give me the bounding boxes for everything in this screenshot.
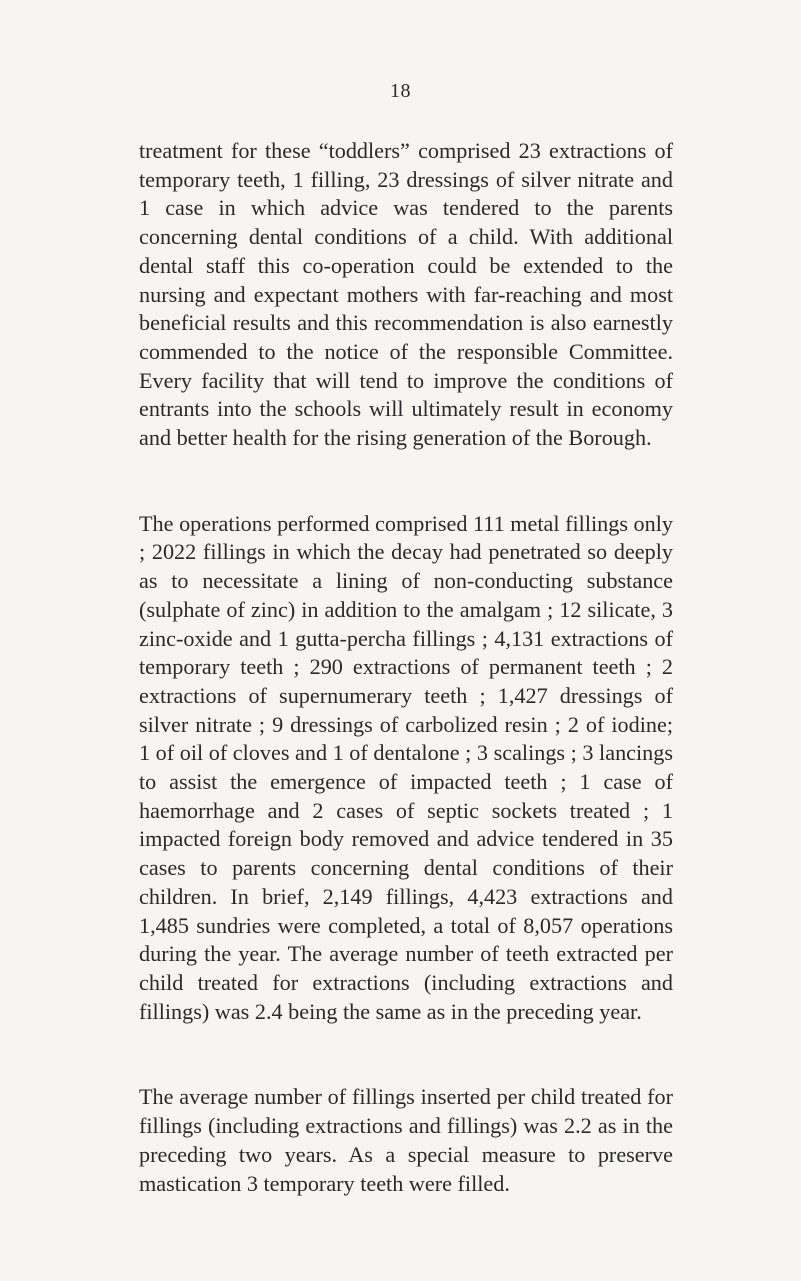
paragraph-toddlers-treatment: treatment for these “toddlers” comprised 23 extractions of temporary teeth, 1 filling, 23 dressings of silver nitrate and 1 case in which advice was tendered to the parents concerning dental conditions of a child. With additional dental staff this co-operation could be extended to the nursing and expectant mothers with far-reaching and most beneficial results and this recommendation is also earnestly commended to the notice of the responsible Committee. Every facility that will tend to improve the conditions of entrants into the schools will ultimately result in economy and better health for the rising generation of the Borough. (139, 138, 673, 451)
body-text (139, 137, 673, 1198)
paragraph-average-fillings: The average number of fillings inserted per child treated for fillings (including extractions and fillings) was 2.2 as in the preceding two years. As a special measure to preserve mastication 3 temporary teeth were filled. (139, 1084, 673, 1196)
paragraph-operations-performed: The operations performed comprised 111 metal fillings only ; 2022 fillings in which the decay had penetrated so deeply as to necessitate a lining of non-conducting substance (sulphate of zinc) in addition to the amalgam ; 12 silicate, 3 zinc-oxide and 1 gutta-percha fillings ; 4,131 extractions of temporary teeth ; 290 extractions of permanent teeth ; 2 extractions of supernumerary teeth ; 1,427 dressings of silver nitrate ; 9 dressings of carbolized resin ; 2 of iodine; 1 of oil of cloves and 1 of dentalone ; 3 scalings ; 3 lancings to assist the emergence of impacted teeth ; 1 case of haemorrhage and 2 cases of septic sockets treated ; 1 impacted foreign body removed and advice tendered in 35 cases to parents concerning dental conditions of their children. In brief, 2,149 fillings, 4,423 extractions and 1,485 sundries were completed, a total of 8,057 operations during the year. The average number of teeth extracted per child treated for extractions (including extractions and fillings) was 2.4 being the same as in the preceding year. (139, 510, 673, 1024)
page-number: 18 (390, 80, 411, 102)
